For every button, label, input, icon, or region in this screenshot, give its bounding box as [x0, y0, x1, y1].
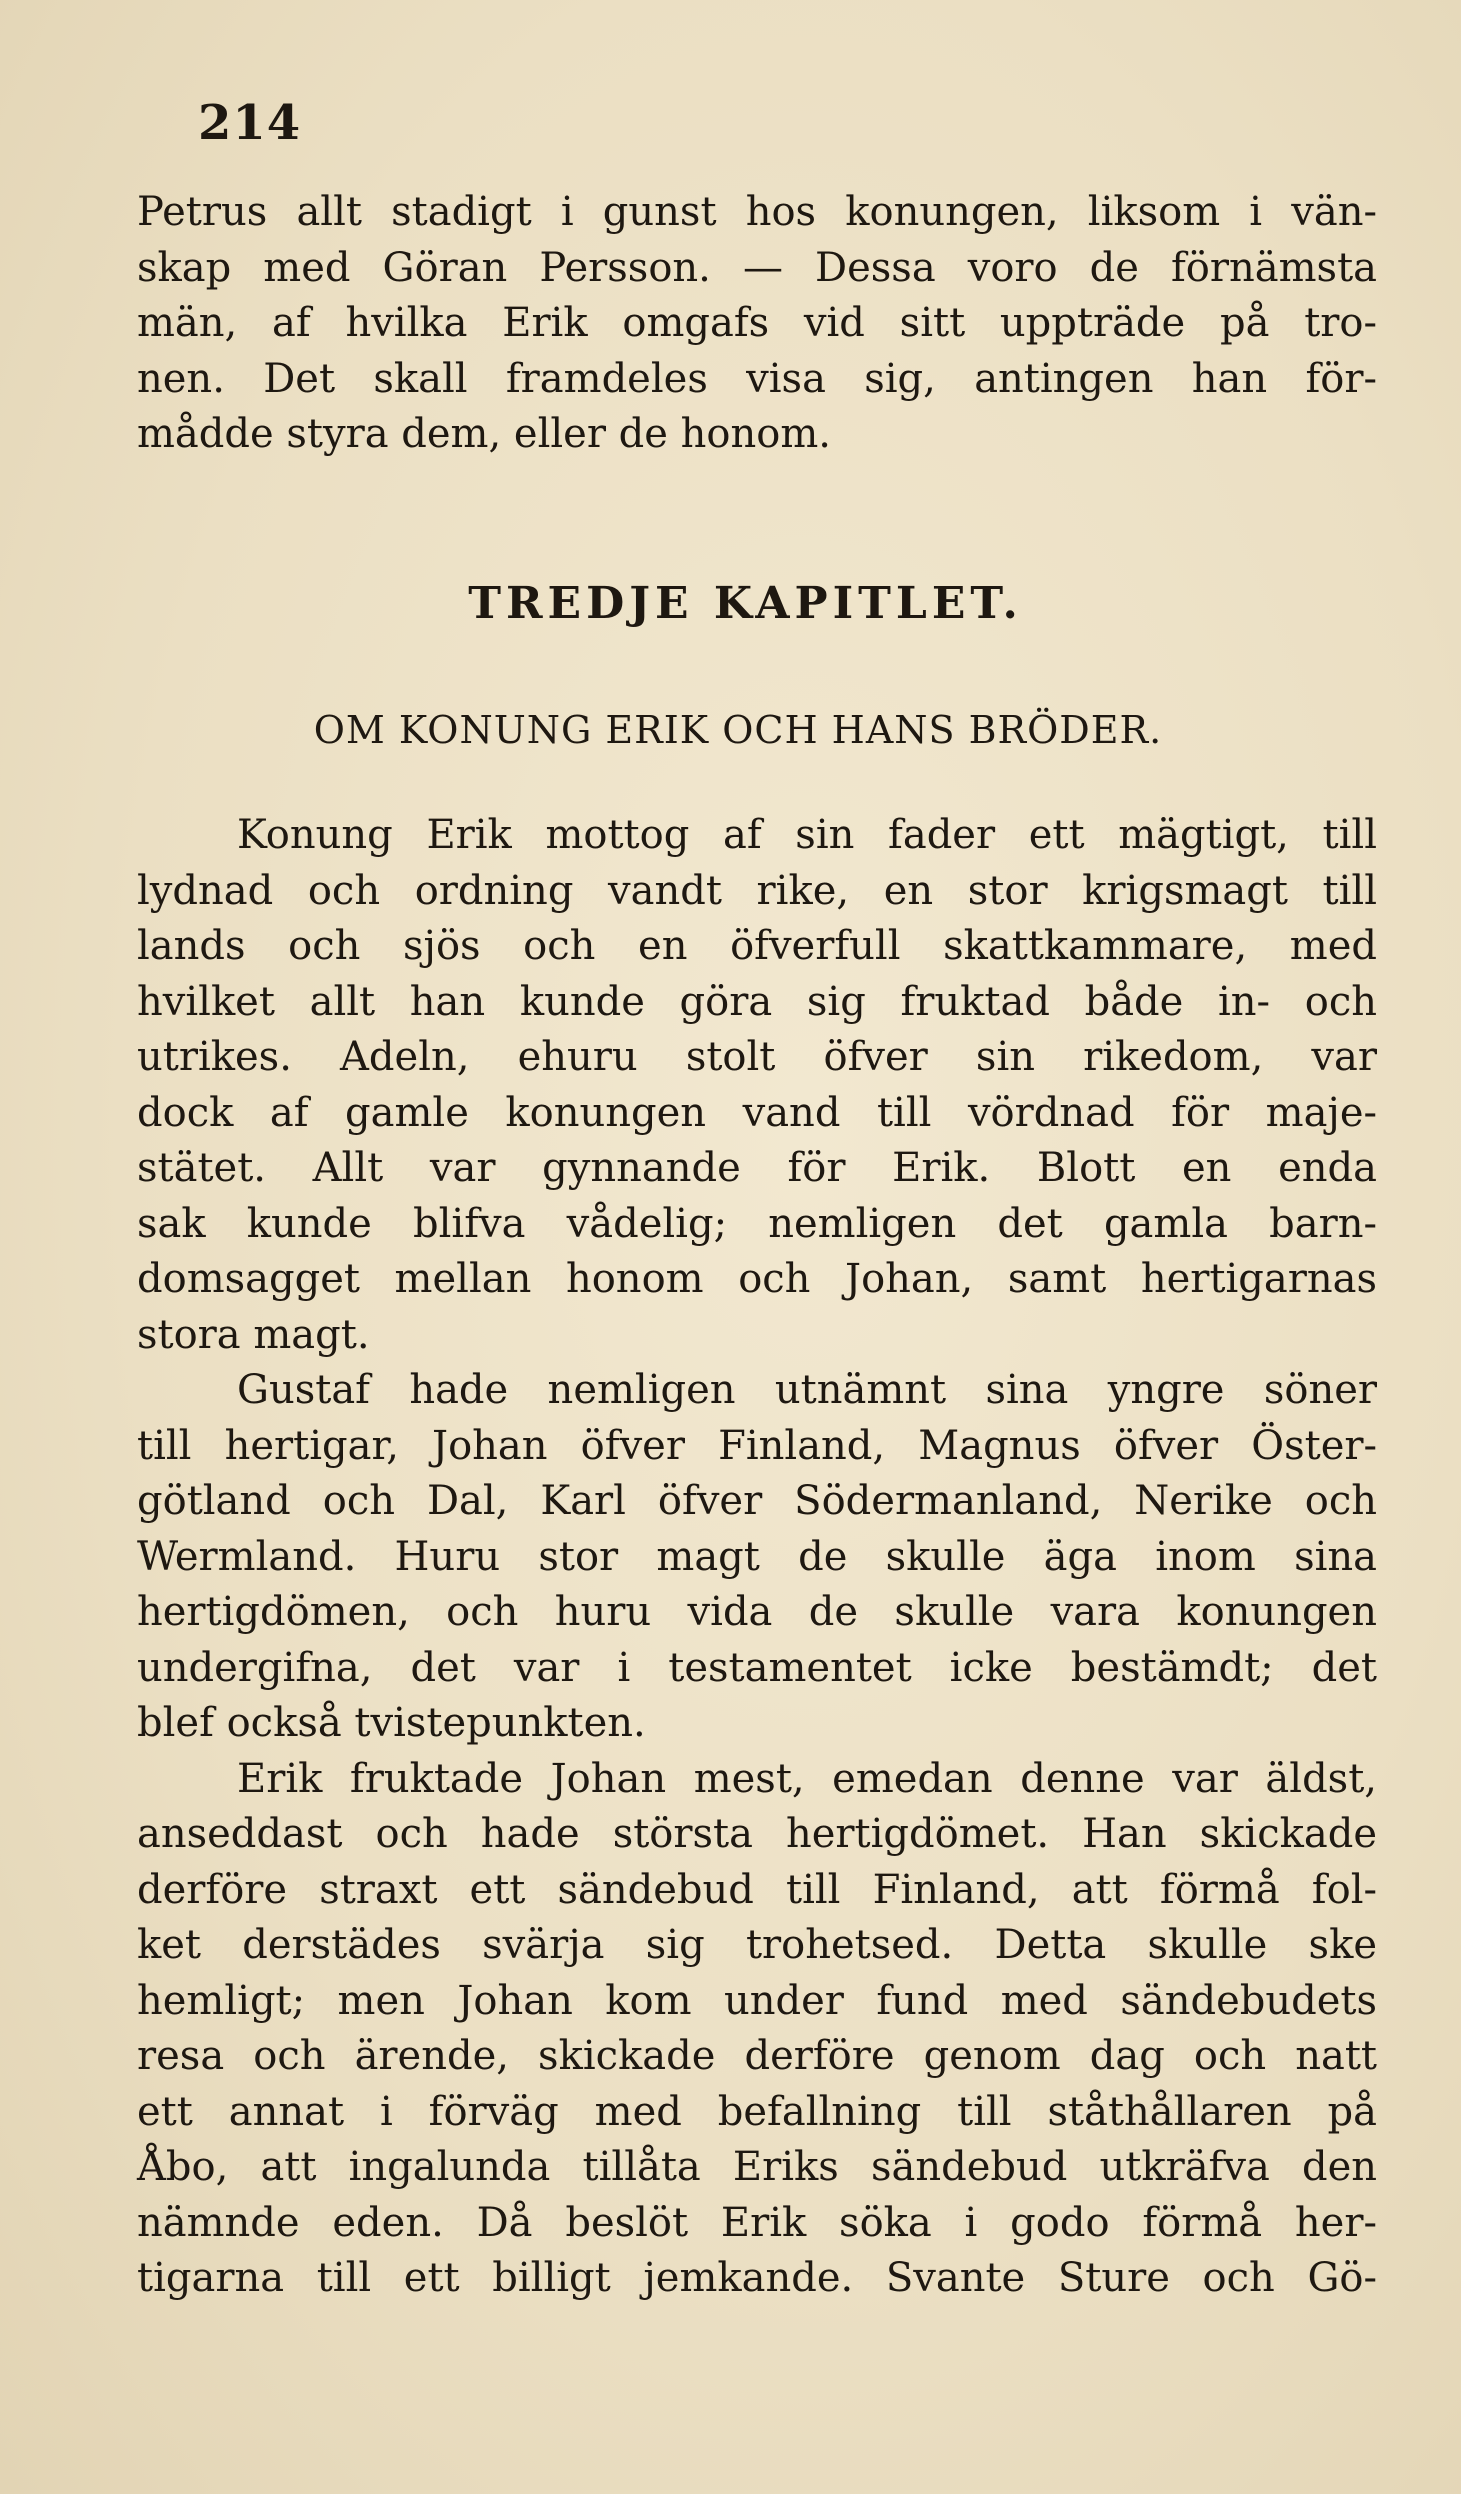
- paragraph: [137, 185, 1377, 463]
- text-line: anseddast och hade största hertigdömet. Han skickade: [137, 1811, 1377, 1857]
- chapter-heading: TREDJE KAPITLET.: [468, 578, 1023, 629]
- text-line: stora magt.: [137, 1311, 370, 1358]
- text-line: skap med Göran Persson. — Dessa voro de förnämsta: [137, 244, 1377, 291]
- text-line: tigarna till ett billigt jemkande. Svante Sture och Gö-: [137, 2255, 1377, 2301]
- continued-paragraph: [137, 185, 1377, 463]
- text-line: nen. Det skall framdeles visa sig, antingen han för-: [137, 355, 1377, 402]
- chapter-subtitle: OM KONUNG ERIK OCH HANS BRÖDER.: [313, 708, 1163, 752]
- text-line: utrikes. Adeln, ehuru stolt öfver sin rikedom, var: [137, 1034, 1377, 1080]
- text-line: hertigdömen, och huru vida de skulle vara konungen: [137, 1589, 1377, 1635]
- text-line: blef också tvistepunkten.: [137, 1700, 646, 1746]
- text-line: sak kunde blifva vådelig; nemligen det gamla barn-: [137, 1200, 1377, 1247]
- text-line: mådde styra dem, eller de honom.: [137, 411, 831, 457]
- text-line: Åbo, att ingalunda tillåta Eriks sändebud utkräfva den: [137, 2144, 1377, 2190]
- text-line: stätet. Allt var gynnande för Erik. Blott en enda: [137, 1145, 1377, 1191]
- text-line: nämnde eden. Då beslöt Erik söka i godo förmå her-: [137, 2199, 1377, 2246]
- text-line: Petrus allt stadigt i gunst hos konungen, liksom i vän-: [137, 189, 1377, 235]
- text-line: Konung Erik mottog af sin fader ett mägtigt, till: [237, 812, 1377, 858]
- text-line: till hertigar, Johan öfver Finland, Magnus öfver Öster-: [137, 1422, 1377, 1469]
- text-line: hemligt; men Johan kom under fund med sändebudets: [137, 1977, 1377, 2024]
- chapter-body: [137, 808, 1377, 2307]
- text-line: Gustaf hade nemligen utnämnt sina yngre söner: [237, 1367, 1377, 1413]
- text-line: derföre straxt ett sändebud till Finland, att förmå fol-: [137, 1866, 1377, 1913]
- text-line: domsagget mellan honom och Johan, samt hertigarnas: [137, 1256, 1377, 1302]
- paragraph: [137, 808, 1377, 1363]
- text-line: hvilket allt han kunde göra sig fruktad både in- och: [137, 978, 1377, 1025]
- text-line: undergifna, det var i testamentet icke bestämdt; det: [137, 1644, 1377, 1691]
- text-line: lydnad och ordning vandt rike, en stor krigsmagt till: [137, 867, 1377, 914]
- text-line: män, af hvilka Erik omgafs vid sitt uppträde på tro-: [137, 300, 1377, 346]
- text-line: götland och Dal, Karl öfver Södermanland, Nerike och: [137, 1478, 1377, 1524]
- paragraph: [137, 1363, 1377, 1752]
- text-line: dock af gamle konungen vand till vördnad för maje-: [137, 1089, 1377, 1136]
- text-line: Wermland. Huru stor magt de skulle äga inom sina: [137, 1533, 1377, 1580]
- text-line: resa och ärende, skickade derföre genom dag och natt: [137, 2033, 1377, 2079]
- text-line: ket derstädes svärja sig trohetsed. Detta skulle ske: [137, 1922, 1377, 1968]
- page-number: 214: [198, 95, 302, 151]
- text-line: ett annat i förväg med befallning till ståthållaren på: [137, 2088, 1377, 2135]
- paragraph: [137, 1752, 1377, 2307]
- text-line: Erik fruktade Johan mest, emedan denne var äldst,: [237, 1755, 1377, 1802]
- text-line: lands och sjös och en öfverfull skattkammare, med: [137, 923, 1377, 969]
